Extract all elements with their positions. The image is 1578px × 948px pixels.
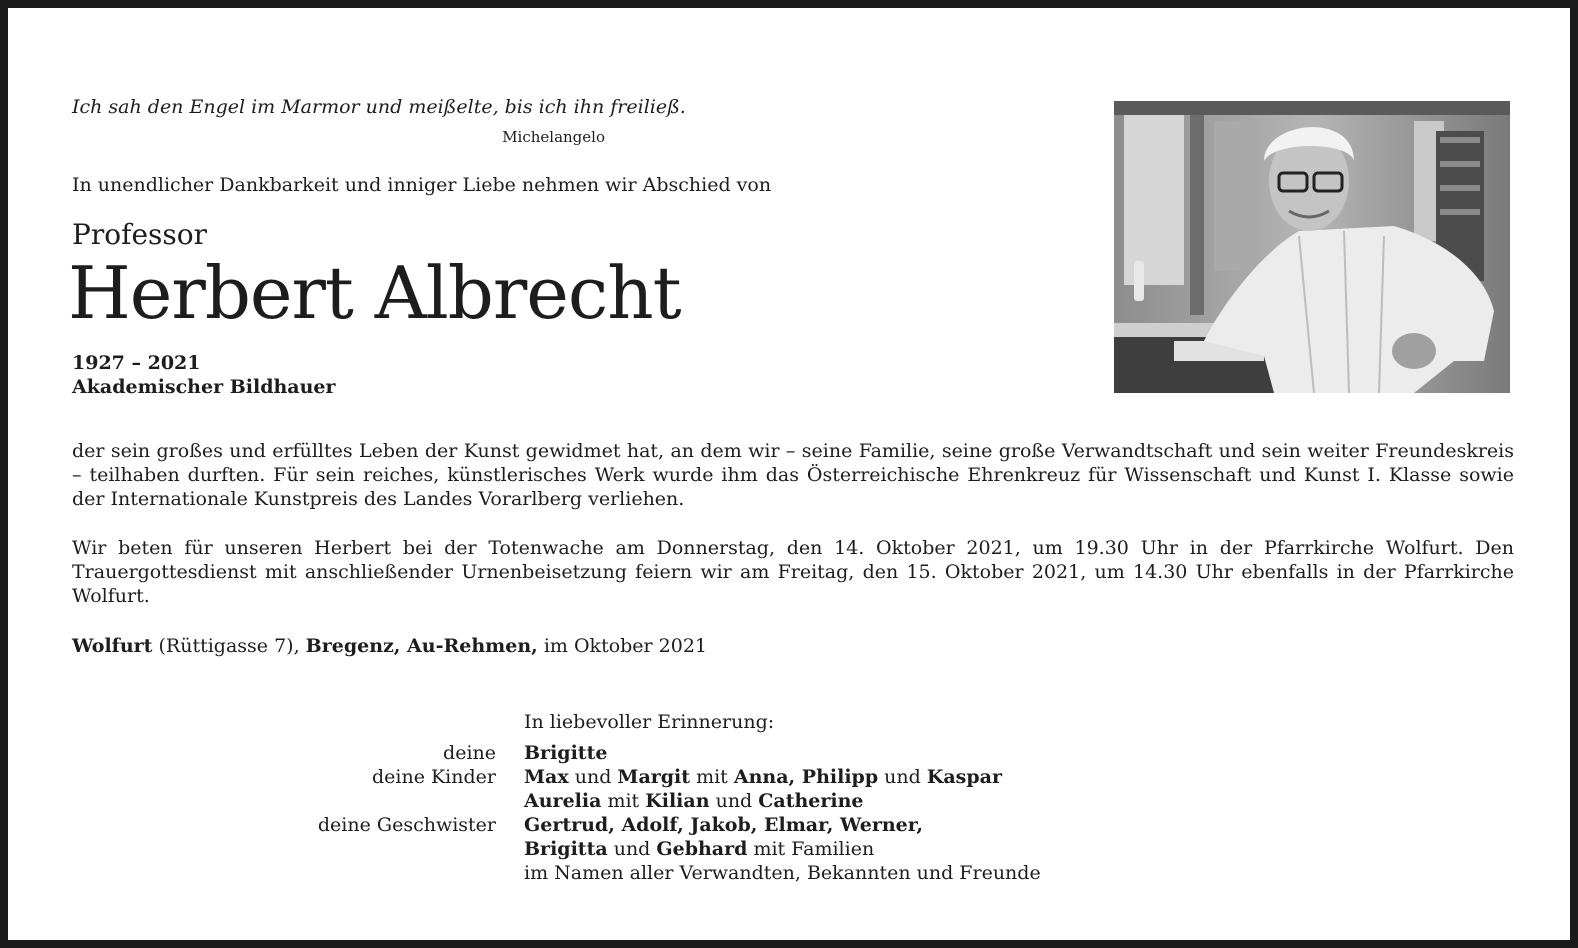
sibling-name: Gebhard [656,838,748,860]
conjunction: mit [696,766,728,788]
place-bregenz: Bregenz, Au-Rehmen, [305,635,538,657]
grandchildren-names: Anna, Philipp [733,766,879,788]
conjunction: und [613,838,651,860]
conjunction: und [715,790,753,812]
mourner-siblings-1 [524,814,923,836]
place-wolfurt: Wolfurt [72,635,153,657]
portrait-photo-icon [1114,101,1510,393]
grandchild-name: Kaspar [926,766,1002,788]
label-wife: deine [443,742,496,764]
closing-line: im Namen aller Verwandten, Bekannten und Freunde [524,862,1041,884]
mourner-children-1 [524,766,1002,788]
life-years: 1927 – 2021 [72,352,201,374]
label-siblings: deine Geschwister [317,814,496,836]
deceased-name: Herbert Albrecht [68,251,681,335]
siblings-names: Gertrud, Adolf, Jakob, Elmar, Werner, [524,814,923,836]
grandchild-name: Kilian [645,790,710,812]
profession: Akademischer Bildhauer [72,376,336,398]
conjunction: mit [607,790,640,812]
memory-heading: In liebevoller Erinnerung: [524,711,775,733]
families-note: mit Familien [753,838,875,860]
partner-name: Margit [617,766,691,788]
intro-line: In unendlicher Dankbarkeit und inniger Liebe nehmen wir Abschied von [72,174,772,196]
child-name: Max [524,766,569,788]
mourner-wife [524,742,607,764]
label-children: deine Kinder [371,766,496,788]
place-date: im Oktober 2021 [543,635,708,657]
mourner-children-2 [524,790,864,812]
service-paragraph: Wir beten für unseren Herbert bei der Totenwache am Donnerstag, den 14. Oktober 2021, um 19.30 Uhr in der Pfarrkirche Wolfurt. Den Trauergottesdienst mit anschließender Urnenbeisetzung feiern wir am Freitag, den 15. Oktober 2021, um 14.30 Uhr ebenfalls in der Pfarrkirche Wolfurt. [72,537,1514,607]
sibling-name: Brigitta [524,838,608,860]
epigraph-author: Michelangelo [502,128,605,146]
mourner-siblings-2 [524,838,874,860]
honorific-title: Professor [72,218,207,251]
wife-name: Brigitte [524,742,608,764]
place-address: (Rüttigasse 7), [158,635,300,657]
conjunction: und [884,766,921,788]
tribute-paragraph: der sein großes und erfülltes Leben der Kunst gewidmet hat, an dem wir – seine Familie, seine große Verwandtschaft und sein weiter Freundeskreis – teilhaben durften. Für sein reiches, künstlerisches Werk wurde ihm das Österreichische Ehrenkreuz für Wissenschaft und Kunst I. Klasse sowie der Internationale Kunstpreis des Landes Vorarlberg verliehen. [72,440,1514,510]
child-name: Aurelia [524,790,602,812]
conjunction: und [574,766,612,788]
grandchild-name: Catherine [758,790,864,812]
place-date-line [72,635,707,657]
epigraph-quote: Ich sah den Engel im Marmor und meißelte, bis ich ihn freiließ. [72,96,686,118]
